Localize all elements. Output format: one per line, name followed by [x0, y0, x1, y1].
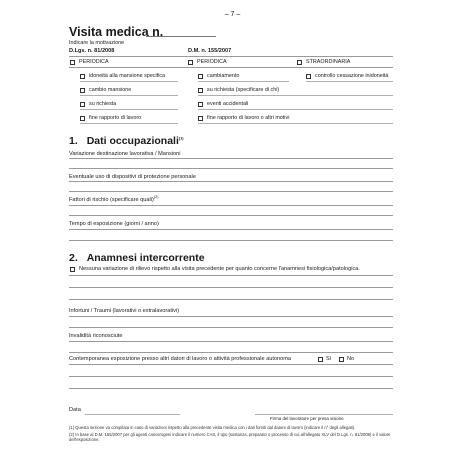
eventi-accidentali-label: eventi accidentali [207, 101, 249, 107]
anamnesi-field-line[interactable] [69, 299, 393, 300]
fine-rapporto-label: fine rapporto di lavoro [89, 115, 142, 121]
si-label: Sì [326, 356, 332, 362]
su-richiesta-chi-checkbox[interactable] [198, 88, 203, 93]
fattori-text: Fattori di rischio (specificare quali) [69, 197, 154, 203]
su-richiesta-label: su richiesta [89, 101, 117, 107]
infortuni-label: Infortuni / Traumi (lavorativi o extralavorativi) [69, 308, 180, 314]
divider [80, 81, 178, 82]
section1-title: Dati occupazionali [86, 135, 179, 147]
cessazione-checkbox[interactable] [306, 74, 311, 79]
fattori-note: (2) [153, 195, 159, 200]
invalidita-field-line[interactable] [69, 352, 393, 353]
firma-label: Firma del lavoratore per presa visione [270, 416, 344, 421]
cessazione-label: controllo cessazione inidoneità [315, 73, 389, 79]
invalidita-field[interactable] [69, 341, 393, 342]
divider [80, 109, 178, 110]
divider [198, 109, 393, 110]
page-number: – 7 – [224, 11, 241, 18]
variazione-label: Variazione destinazione lavorativa / Mansioni [69, 151, 181, 157]
section1-heading [69, 135, 184, 147]
visit-number-field[interactable] [146, 36, 216, 37]
eventi-accidentali-checkbox[interactable] [198, 102, 203, 107]
divider [69, 67, 393, 68]
contemporanea-field-line[interactable] [69, 376, 393, 377]
dm-header: D.M. n. 155/2007 [188, 48, 232, 54]
anamnesi-field-line[interactable] [69, 275, 393, 276]
nessuna-variazione-label: Nessuna variazione di rilievo rispetto alla visita precedente per quanto concerne l'anamnesi fisiologica/patologica. [79, 266, 360, 272]
anamnesi-field-line[interactable] [69, 287, 393, 288]
cambio-mansione-checkbox[interactable] [80, 88, 85, 93]
dlgs-header: D.Lgs. n. 81/2008 [69, 48, 115, 54]
section2-heading [69, 252, 205, 264]
su-richiesta-checkbox[interactable] [80, 102, 85, 107]
dpi-field-line[interactable] [69, 191, 393, 192]
footnote-1: (1) Questa sezione va compilata in caso di variazioni rispetto alla precedente visita medica con i dati forniti dal datore di lavoro (indicare il n° degli allegati). [69, 425, 356, 430]
si-checkbox[interactable] [318, 357, 323, 362]
periodica-dlgs-checkbox[interactable] [70, 60, 75, 65]
periodica-dm-label: PERIODICA [197, 59, 227, 65]
cambio-mansione-label: cambio mansione [89, 87, 132, 93]
divider [198, 123, 393, 124]
periodica-dlgs-label: PERIODICA [79, 59, 109, 65]
data-label: Data [69, 407, 81, 413]
firma-field[interactable] [255, 414, 393, 415]
section1-number: 1. [69, 135, 78, 147]
fattori-field[interactable] [69, 205, 393, 206]
variazione-field[interactable] [69, 158, 393, 159]
divider [80, 95, 178, 96]
idoneita-checkbox[interactable] [80, 74, 85, 79]
section1-note: (1) [178, 136, 184, 141]
cambiamento-checkbox[interactable] [198, 74, 203, 79]
tempo-field[interactable] [69, 229, 393, 230]
no-checkbox[interactable] [339, 357, 344, 362]
divider [198, 95, 393, 96]
periodica-dm-checkbox[interactable] [188, 60, 193, 65]
variazione-field-line[interactable] [69, 168, 393, 169]
infortuni-field-line[interactable] [69, 327, 393, 328]
contemporanea-field[interactable] [69, 364, 393, 365]
fattori-label [69, 197, 159, 203]
motivazione-label: Indicare la motivazione [69, 40, 125, 46]
straordinaria-checkbox[interactable] [297, 60, 302, 65]
fine-rapporto-altri-label: fine rapporto di lavoro o altri motivi [207, 115, 290, 121]
dpi-field[interactable] [69, 181, 393, 182]
section2-number: 2. [69, 252, 78, 264]
no-label: No [347, 356, 355, 362]
fine-rapporto-checkbox[interactable] [80, 116, 85, 121]
tempo-field-line[interactable] [69, 240, 393, 241]
tempo-label: Tempo di esposizione (giorni / anno) [69, 221, 159, 227]
infortuni-field[interactable] [69, 316, 393, 317]
data-field[interactable] [85, 414, 180, 415]
section2-title: Anamnesi intercorrente [86, 252, 205, 264]
nessuna-variazione-checkbox[interactable] [70, 267, 75, 272]
idoneita-label: idoneità alla mansione specifica [89, 73, 166, 79]
fattori-field-line[interactable] [69, 215, 393, 216]
cambiamento-label: cambiamento [207, 73, 240, 79]
fine-rapporto-altri-checkbox[interactable] [198, 116, 203, 121]
divider [80, 123, 178, 124]
dpi-label: Eventuale uso di dispositivi di protezione personale [69, 174, 196, 180]
su-richiesta-chi-label: su richiesta (specificare di chi) [207, 87, 280, 93]
footnote-2: (2) In base al D.M. 155/2007 per gli agenti cancerogeni indicare il numero CAS, il tipo (sostanza, preparato o processo di cui all'allegato XLV del D.Lgs. n. 81/2008) e il valore dell'esposizione. [69, 432, 391, 442]
divider [306, 81, 393, 82]
contemporanea-field-line[interactable] [69, 388, 393, 389]
form-title: Visita medica n. [69, 25, 164, 39]
straordinaria-label: STRAORDINARIA [306, 59, 351, 65]
divider [198, 81, 289, 82]
invalidita-label: Invalidità riconosciute [69, 333, 123, 339]
contemporanea-label: Contemporanea esposizione presso altri datori di lavoro o attività professionale autonoma [69, 356, 292, 362]
divider [69, 56, 393, 57]
